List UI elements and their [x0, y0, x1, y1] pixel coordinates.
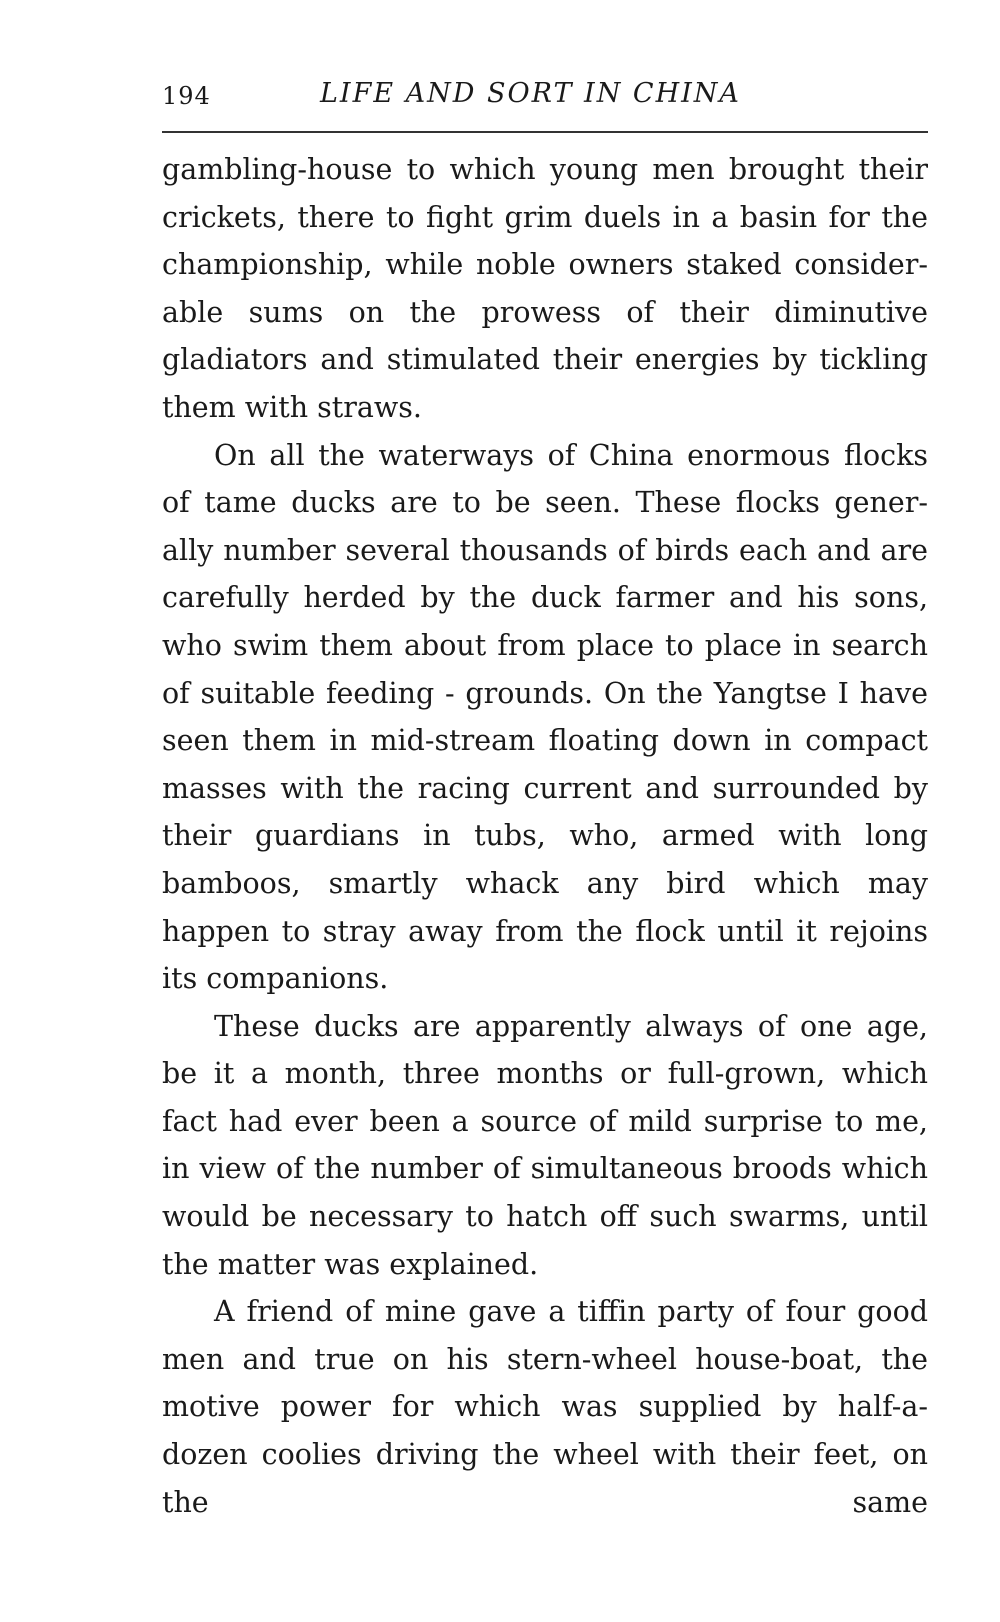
- running-title: LIFE AND SORT IN CHINA: [320, 78, 741, 109]
- paragraph: gambling-house to which young men brought their crickets, there to fight grim duels in a basin for the championship, while noble owners staked consider-able sums on the prowess of their diminutive gladiators and stimulated their energies by tickling them with straws.: [162, 153, 928, 424]
- page-header: [162, 78, 928, 118]
- page-number: 194: [162, 82, 211, 110]
- paragraph: These ducks are apparently always of one age, be it a month, three months or full-grown, which fact had ever been a source of mild surprise to me, in view of the number of simultaneous broods which would be necessary to hatch off such swarms, until the matter was explained.: [162, 1009, 928, 1281]
- paragraph: A friend of mine gave a tiffin party of four good men and true on his stern-wheel house-boat, the motive power for which was supplied by half-a-dozen coolies driving the wheel with their feet, on the same: [162, 1295, 928, 1519]
- paragraph: On all the waterways of China enormous flocks of tame ducks are to be seen. These flocks gener-ally number several thousands of birds each and are carefully herded by the duck farmer and his sons, who swim them about from place to place in search of suitable feeding - grounds. On the Yangtse I have seen them in mid-stream floating down in compact masses with the racing current and surrounded by their guardians in tubs, who, armed with long bamboos, smartly whack any bird which may happen to stray away from the flock until it rejoins its companions.: [162, 438, 928, 996]
- body-text: [162, 146, 928, 1526]
- header-rule: [162, 131, 928, 133]
